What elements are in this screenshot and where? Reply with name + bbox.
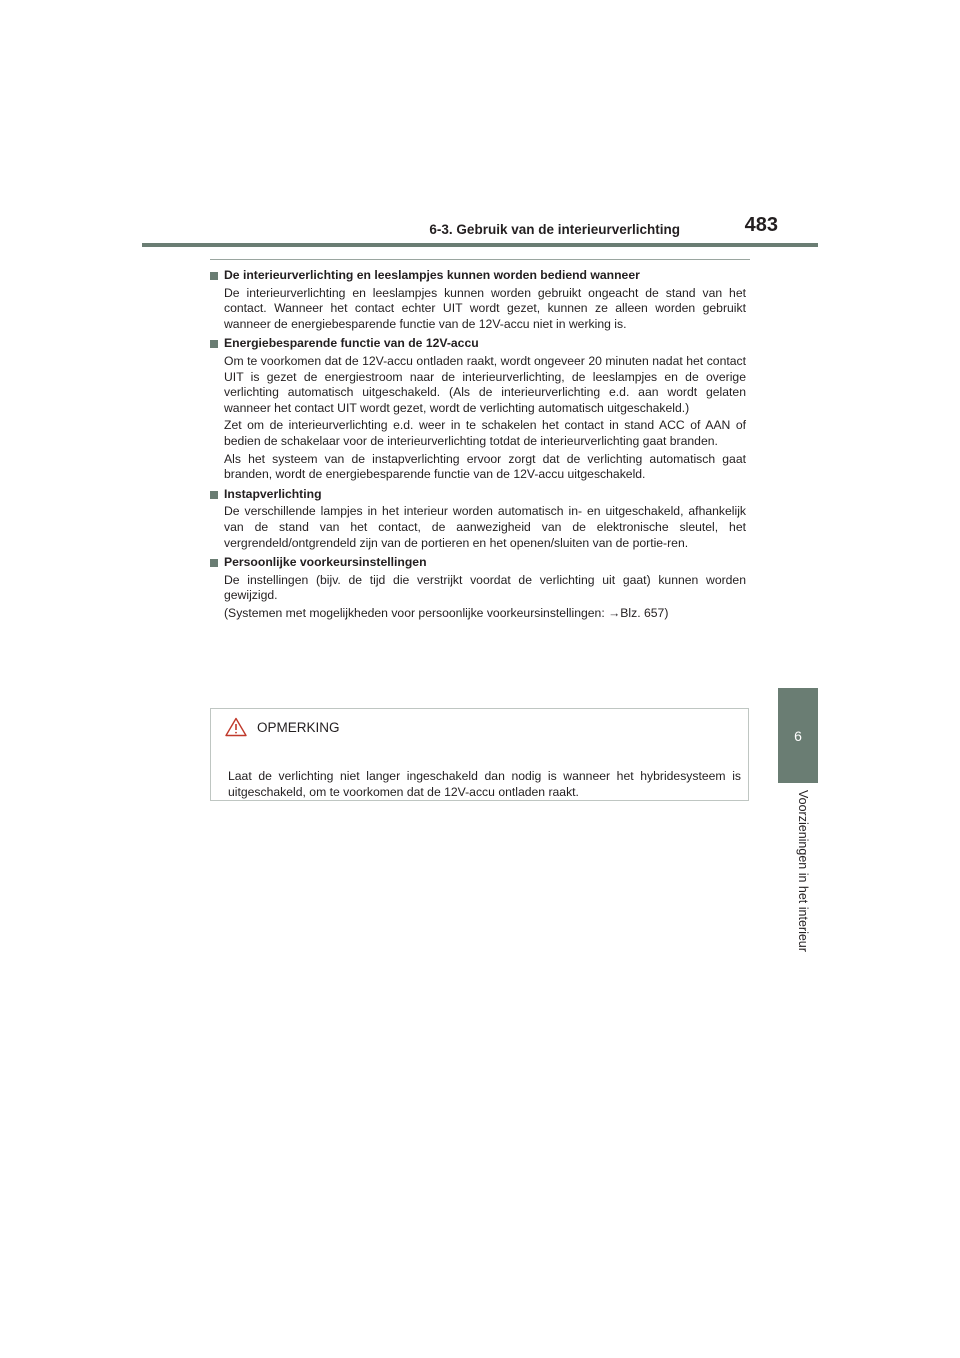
section (210, 268, 746, 332)
square-bullet-icon (210, 272, 218, 280)
notice-box (210, 708, 749, 801)
square-bullet-icon (210, 559, 218, 567)
header-title: 6-3. Gebruik van de interieurverlichting (429, 222, 680, 237)
paragraph: (Systemen met mogelijkheden voor persoonlijke voorkeursinstellingen: →Blz. 657) (224, 605, 669, 620)
paragraph: De instellingen (bijv. de tijd die verstrijkt voordat de verlichting uit gaat) kunnen worden gewijzigd. (224, 572, 746, 603)
section-heading-text: De interieurverlichting en leeslampjes kunnen worden bediend wanneer (224, 268, 640, 282)
section (210, 487, 746, 551)
section-heading (210, 487, 746, 503)
paragraph: Als het systeem van de instapverlichting ervoor zorgt dat de verlichting automatisch gaat branden, wordt de energiebesparende functie van de 12V-accu uitgeschakeld. (224, 451, 746, 482)
section-heading (210, 268, 746, 284)
chapter-tab: 6 (778, 688, 818, 783)
notice-header (225, 717, 340, 737)
square-bullet-icon (210, 491, 218, 499)
paragraph: De verschillende lampjes in het interieur worden automatisch in- en uitgeschakeld, afhankelijk van de stand van het contact, de aanwezigheid van de elektronische sleutel, het vergrendeld/ontgrendeld zijn van de portieren en het openen/sluiten van de portie-ren. (224, 504, 746, 550)
section-heading-text: Instapverlichting (224, 486, 322, 501)
paragraph: Om te voorkomen dat de 12V-accu ontladen raakt, wordt ongeveer 20 minuten nadat het contact UIT is gezet de energiestroom naar de interieurverlichting, de leeslampjes en de overige verlichting automatisch uitgeschakeld. (Als de interieurverlichting e.d. aan wordt gelaten wanneer het contact UIT wordt gezet, wordt de verlichting automatisch uitgeschakeld.) (224, 353, 746, 415)
section (210, 336, 746, 482)
chapter-side-label: Voorzieningen in het interieur (796, 790, 810, 952)
paragraph: Zet om de interieurverlichting e.d. weer in te schakelen het contact in stand ACC of AAN of bedien de schakelaar voor de interieurverlichting totdat de interieurverlichting gaat branden. (224, 418, 746, 448)
section-heading-text: Energiebesparende functie van de 12V-accu (224, 336, 479, 351)
section-heading (210, 555, 746, 571)
section (210, 555, 746, 621)
page-number: 483 (744, 214, 778, 236)
section-heading-text: Persoonlijke voorkeursinstellingen (224, 555, 427, 570)
content (210, 268, 746, 625)
paragraph: De interieurverlichting en leeslampjes kunnen worden gebruikt ongeacht de stand van het contact. Wanneer het contact echter UIT wordt gezet, kunnen ze alleen worden gebruikt wanneer de energiebesparende functie van de 12V-accu niet in werking is. (224, 285, 746, 331)
divider (210, 259, 750, 260)
notice-title: OPMERKING (257, 719, 340, 735)
warning-triangle-icon (225, 717, 247, 737)
section-heading (210, 336, 746, 352)
notice-body: Laat de verlichting niet langer ingeschakeld dan nodig is wanneer het hybridesysteem is uitgeschakeld, om te voorkomen dat de 12V-accu ontladen raakt. (228, 769, 741, 799)
square-bullet-icon (210, 340, 218, 348)
header-rule (142, 243, 818, 247)
